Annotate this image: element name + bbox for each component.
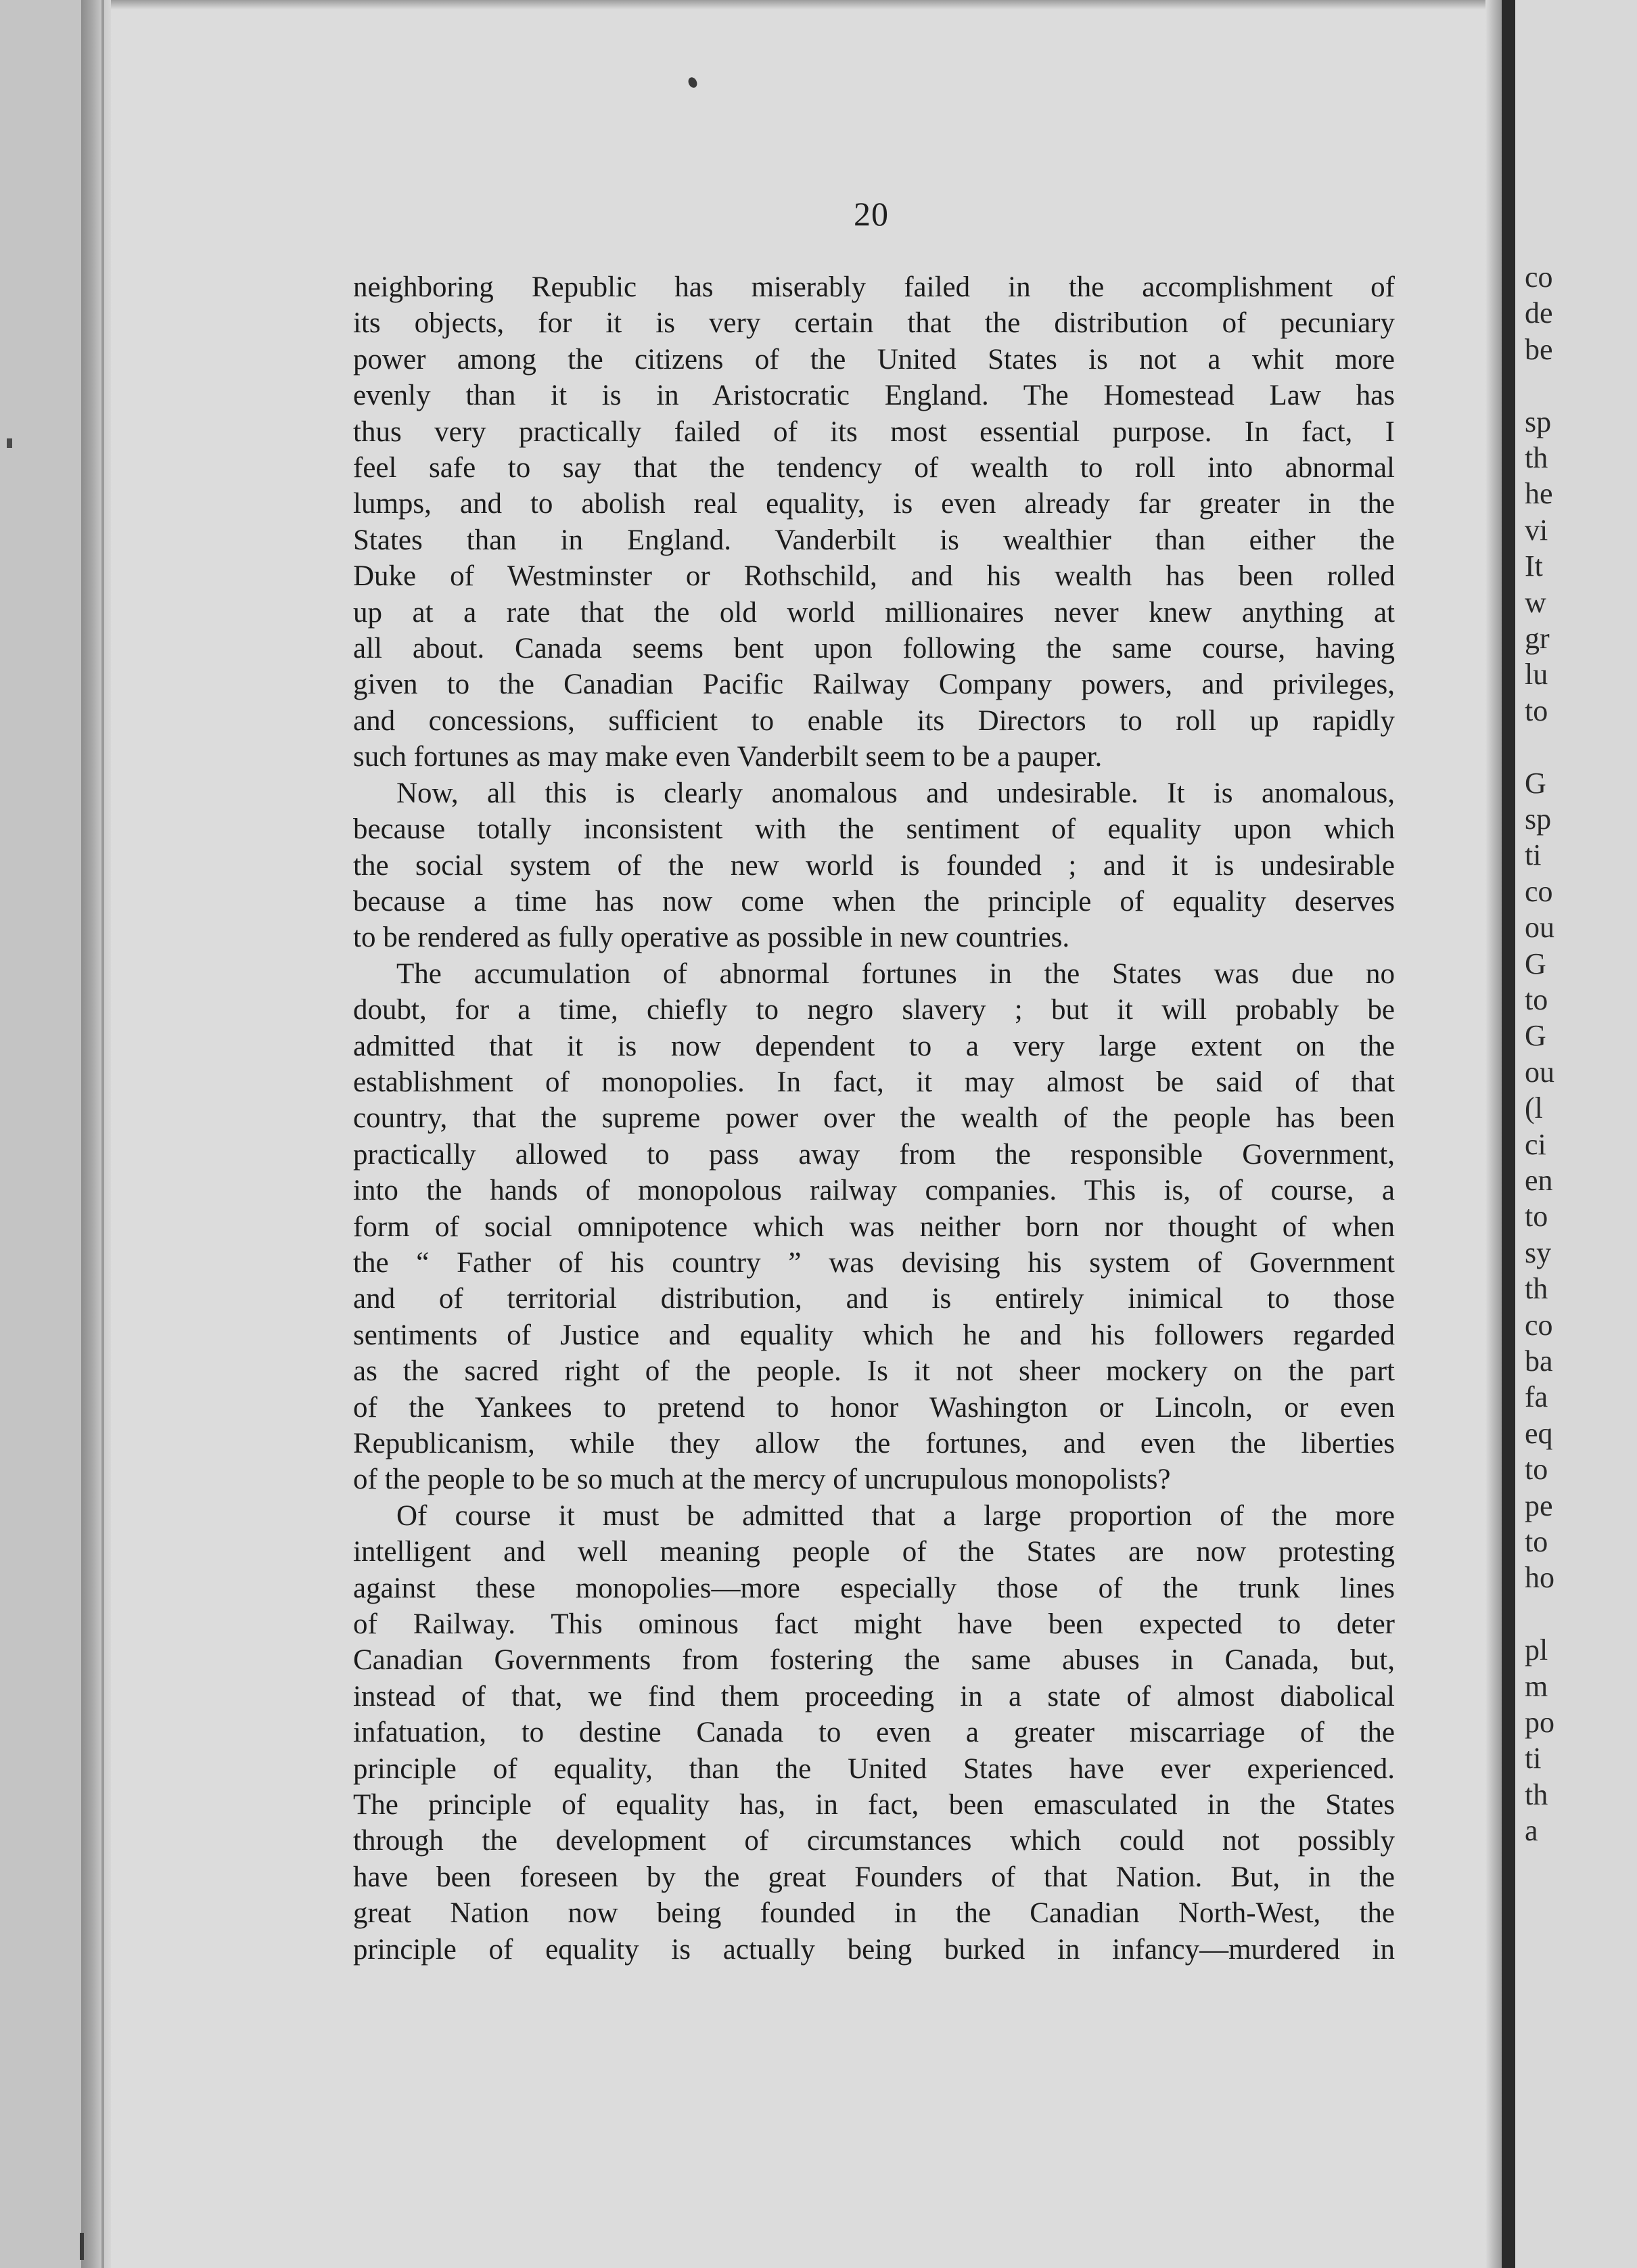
text-line: thus very practically failed of its most essential purpose. In fact, I xyxy=(353,415,1395,448)
text-line: principle of equality, than the United States have ever experienced. xyxy=(353,1752,1395,1785)
text-line: lumps, and to abolish real equality, is even already far greater in the xyxy=(353,488,1395,520)
text-line: The accumulation of abnormal fortunes in the States was due no xyxy=(396,957,1395,990)
facing-page-fragment: It xyxy=(1525,549,1543,583)
text-line: instead of that, we find them proceeding in a state of almost diabolical xyxy=(353,1680,1395,1713)
page-top-edge xyxy=(89,0,1502,9)
text-line: all about. Canada seems bent upon following the same course, having xyxy=(353,633,1395,665)
page-gutter xyxy=(1502,0,1515,2268)
facing-page-edge xyxy=(1515,0,1637,2268)
facing-page-fragment: eq xyxy=(1525,1416,1553,1450)
text-line: neighboring Republic has miserably failed in the accomplishment of xyxy=(353,271,1395,303)
facing-page-fragment: G xyxy=(1525,947,1546,980)
text-line: form of social omnipotence which was neither born nor thought of when xyxy=(353,1210,1395,1243)
facing-page-fragment: to xyxy=(1525,1525,1548,1558)
facing-page-fragment: G xyxy=(1525,766,1546,800)
text-line: such fortunes as may make even Vanderbilt seem to be a pauper. xyxy=(353,741,1103,773)
text-line: The principle of equality has, in fact, been emasculated in the States xyxy=(353,1789,1395,1821)
facing-page-fragment: en xyxy=(1525,1164,1553,1197)
facing-page-fragment: th xyxy=(1525,441,1548,474)
facing-page-fragment: a xyxy=(1525,1814,1538,1848)
text-line: Of course it must be admitted that a large proportion of the more xyxy=(396,1499,1395,1532)
facing-page-fragment: (l xyxy=(1525,1091,1543,1125)
text-line: establishment of monopolies. In fact, it may almost be said of that xyxy=(353,1066,1395,1098)
text-line: and of territorial distribution, and is entirely inimical to those xyxy=(353,1283,1395,1315)
text-line: the social system of the new world is founded ; and it is undesirable xyxy=(353,849,1395,882)
facing-page-fragment: to xyxy=(1525,694,1548,727)
facing-page-fragment: ho xyxy=(1525,1561,1554,1595)
binding-line xyxy=(101,0,104,2268)
bottom-mark xyxy=(80,2233,84,2260)
facing-page-fragment: pe xyxy=(1525,1489,1553,1522)
text-line: because totally inconsistent with the sentiment of equality upon which xyxy=(353,813,1395,846)
facing-page-fragment: G xyxy=(1525,1019,1546,1053)
facing-page-fragment: lu xyxy=(1525,658,1548,691)
facing-page-fragment: ba xyxy=(1525,1344,1553,1378)
text-line: Duke of Westminster or Rothschild, and his wealth has been rolled xyxy=(353,560,1395,593)
text-line: of the Yankees to pretend to honor Washington or Lincoln, or even xyxy=(353,1391,1395,1424)
text-line: to be rendered as fully operative as possible in new countries. xyxy=(353,922,1070,954)
text-line: power among the citizens of the United States is not a whit more xyxy=(353,343,1395,376)
facing-page-fragment: sp xyxy=(1525,405,1552,438)
text-line: doubt, for a time, chiefly to negro slavery ; but it will probably be xyxy=(353,994,1395,1026)
facing-page-fragment: sy xyxy=(1525,1235,1552,1269)
facing-page-fragment: to xyxy=(1525,1200,1548,1233)
facing-page-fragment: de xyxy=(1525,296,1553,330)
text-line: sentiments of Justice and equality which he and his followers regarded xyxy=(353,1319,1395,1351)
text-line: as the sacred right of the people. Is it not sheer mockery on the part xyxy=(353,1355,1395,1388)
text-line: country, that the supreme power over the wealth of the people has been xyxy=(353,1102,1395,1135)
margin-mark xyxy=(7,438,12,448)
binding-shadow xyxy=(81,0,111,2268)
page-number xyxy=(0,194,1637,234)
text-line: of Railway. This ominous fact might have been expected to deter xyxy=(353,1608,1395,1641)
facing-page-fragment: gr xyxy=(1525,622,1550,655)
text-line: feel safe to say that the tendency of wealth to roll into abnormal xyxy=(353,452,1395,484)
text-line: evenly than it is in Aristocratic England. The Homestead Law has xyxy=(353,380,1395,412)
facing-page-fragment: ou xyxy=(1525,1055,1554,1089)
text-line: given to the Canadian Pacific Railway Company powers, and privileges, xyxy=(353,668,1395,701)
text-line: Now, all this is clearly anomalous and undesirable. It is anomalous, xyxy=(396,777,1395,809)
text-line: Republicanism, while they allow the fortunes, and even the liberties xyxy=(353,1428,1395,1459)
body-text xyxy=(353,269,1395,1968)
facing-page-fragment: po xyxy=(1525,1706,1554,1739)
text-line: practically allowed to pass away from the responsible Government, xyxy=(353,1138,1395,1171)
text-line: admitted that it is now dependent to a very large extent on the xyxy=(353,1030,1395,1062)
facing-page-fragment: w xyxy=(1525,585,1546,619)
facing-page-fragment: pl xyxy=(1525,1633,1548,1667)
facing-page-fragment: co xyxy=(1525,260,1553,294)
gutter-shade xyxy=(1485,0,1502,2268)
text-line: principle of equality is actually being burked in infancy—murdered in xyxy=(353,1933,1395,1966)
text-line: of the people to be so much at the mercy of uncrupulous monopolists? xyxy=(353,1464,1171,1496)
text-line: great Nation now being founded in the Canadian North-West, the xyxy=(353,1897,1395,1930)
page-number-text: 20 xyxy=(854,195,889,233)
text-line: its objects, for it is very certain that the distribution of pecuniary xyxy=(353,307,1395,340)
paragraph xyxy=(353,775,1395,956)
text-line: infatuation, to destine Canada to even a greater miscarriage of the xyxy=(353,1717,1395,1749)
text-line: Canadian Governments from fostering the same abuses in Canada, but, xyxy=(353,1644,1395,1677)
facing-page-fragment: m xyxy=(1525,1669,1548,1703)
text-line: the “ Father of his country ” was devising his system of Government xyxy=(353,1246,1395,1279)
text-line: because a time has now come when the principle of equality deserves xyxy=(353,885,1395,917)
facing-page-fragment: to xyxy=(1525,983,1548,1016)
text-line: through the development of circumstances which could not possibly xyxy=(353,1825,1395,1857)
facing-page-fragment: fa xyxy=(1525,1380,1548,1414)
text-line: have been foreseen by the great Founders of that Nation. But, in the xyxy=(353,1861,1395,1893)
facing-page-fragment: he xyxy=(1525,477,1553,511)
paragraph xyxy=(353,956,1395,1498)
text-line: and concessions, sufficient to enable its Directors to roll up rapidly xyxy=(353,704,1395,737)
facing-page-fragment: ti xyxy=(1525,1742,1542,1775)
facing-page-fragment: co xyxy=(1525,874,1553,908)
facing-page-fragment: ou xyxy=(1525,911,1554,945)
facing-page-fragment: to xyxy=(1525,1453,1548,1487)
facing-page-fragment: ti xyxy=(1525,838,1542,872)
facing-page-fragment: th xyxy=(1525,1272,1548,1306)
facing-page-fragment: be xyxy=(1525,332,1553,366)
facing-page-fragment: ci xyxy=(1525,1127,1546,1161)
text-line: up at a rate that the old world millionaires never knew anything at xyxy=(353,596,1395,629)
paragraph xyxy=(353,1498,1395,1968)
text-line: intelligent and well meaning people of the States are now protesting xyxy=(353,1536,1395,1568)
facing-page-fragment: vi xyxy=(1525,513,1548,547)
text-line: States than in England. Vanderbilt is wealthier than either the xyxy=(353,524,1395,556)
paragraph xyxy=(353,269,1395,775)
facing-page-fragment: co xyxy=(1525,1308,1553,1342)
text-line: against these monopolies—more especially those of the trunk lines xyxy=(353,1572,1395,1604)
facing-page-fragment: th xyxy=(1525,1777,1548,1811)
text-line: into the hands of monopolous railway companies. This is, of course, a xyxy=(353,1175,1395,1207)
facing-page-fragment: sp xyxy=(1525,802,1552,836)
